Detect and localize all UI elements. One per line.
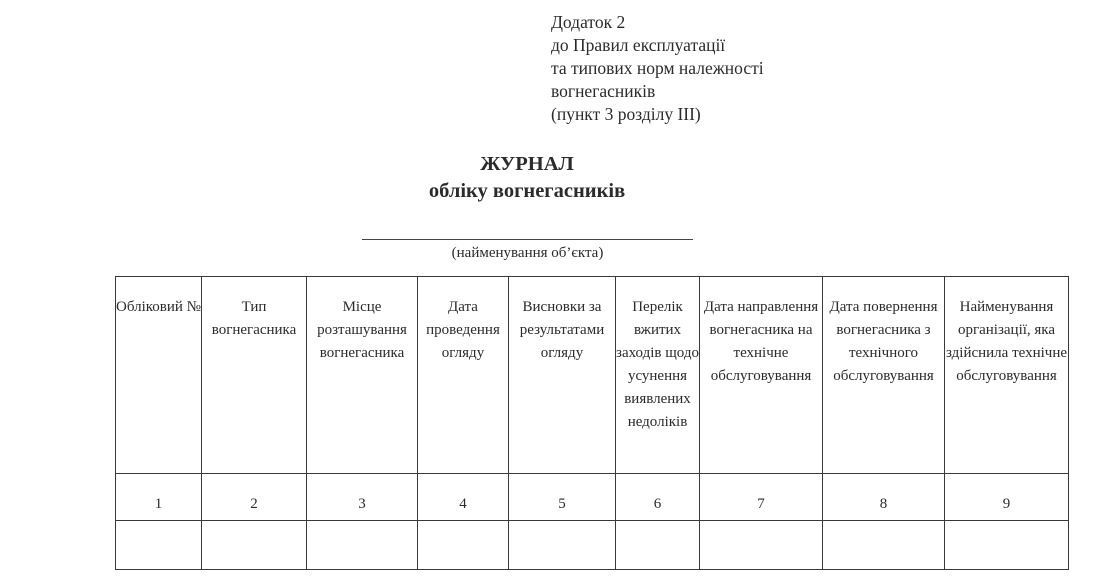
header-text: Дата проведення огляду: [426, 299, 500, 361]
column-number: 1: [154, 496, 163, 512]
journal-title: [327, 151, 727, 205]
journal-table: [115, 276, 1069, 570]
header-cell: [945, 277, 1069, 474]
header-text: Дата направлення вогнегасника на технічне обслуговування: [703, 299, 819, 384]
entry-cell: [616, 521, 700, 570]
header-text: Тип вогнегасника: [211, 299, 297, 338]
entry-cell: [509, 521, 616, 570]
appendix-line: Додаток 2: [551, 12, 626, 32]
column-number: 3: [358, 496, 366, 512]
column-number: 6: [653, 496, 662, 512]
column-number-cell: [700, 474, 823, 521]
column-number: 2: [250, 496, 258, 512]
entry-cell: [418, 521, 509, 570]
header-cell: [116, 277, 202, 474]
appendix-line: та типових норм належності: [551, 58, 764, 78]
column-number: 5: [558, 496, 566, 512]
header-text: Місце розташування вогнегасника: [317, 299, 407, 361]
title-line-2: обліку вогнегасників: [428, 180, 626, 202]
column-number: 8: [879, 496, 888, 512]
title-line-1: ЖУРНАЛ: [480, 153, 574, 175]
column-number-row: [116, 474, 1069, 521]
column-number-cell: [509, 474, 616, 521]
entry-cell: [823, 521, 945, 570]
header-cell: [418, 277, 509, 474]
object-name-caption: (найменування об’єкта): [451, 245, 604, 261]
column-number: 9: [1002, 496, 1011, 512]
header-text: Висновки за результатами огляду: [519, 299, 605, 361]
header-text: Дата повернення вогнегасника з технічного обслуговування: [829, 299, 938, 384]
appendix-note: [551, 11, 764, 126]
column-number: 4: [459, 496, 467, 512]
column-number-cell: [823, 474, 945, 521]
column-number-cell: [616, 474, 700, 521]
entry-cell: [945, 521, 1069, 570]
appendix-line: до Правил експлуатації: [551, 35, 726, 55]
header-cell: [202, 277, 307, 474]
object-name-line: [362, 239, 693, 240]
header-row: [116, 277, 1069, 474]
header-cell: [823, 277, 945, 474]
entry-cell: [116, 521, 202, 570]
column-number-cell: [202, 474, 307, 521]
header-cell: [616, 277, 700, 474]
column-number-cell: [945, 474, 1069, 521]
header-cell: [700, 277, 823, 474]
column-number: 7: [757, 496, 765, 512]
entry-cell: [700, 521, 823, 570]
entry-cell: [202, 521, 307, 570]
header-text: Обліковий №: [116, 299, 201, 315]
header-cell: [509, 277, 616, 474]
entry-cell: [307, 521, 418, 570]
header-cell: [307, 277, 418, 474]
header-text: Перелік вжитих заходів щодо усунення виявлених недоліків: [616, 299, 699, 430]
appendix-line: вогнегасників: [551, 81, 656, 101]
header-text: Найменування організації, яка здійснила технічне обслуговування: [945, 299, 1068, 384]
appendix-line: (пункт 3 розділу ІІІ): [551, 104, 701, 124]
column-number-cell: [307, 474, 418, 521]
column-number-cell: [116, 474, 202, 521]
empty-entry-row: [116, 521, 1069, 570]
column-number-cell: [418, 474, 509, 521]
